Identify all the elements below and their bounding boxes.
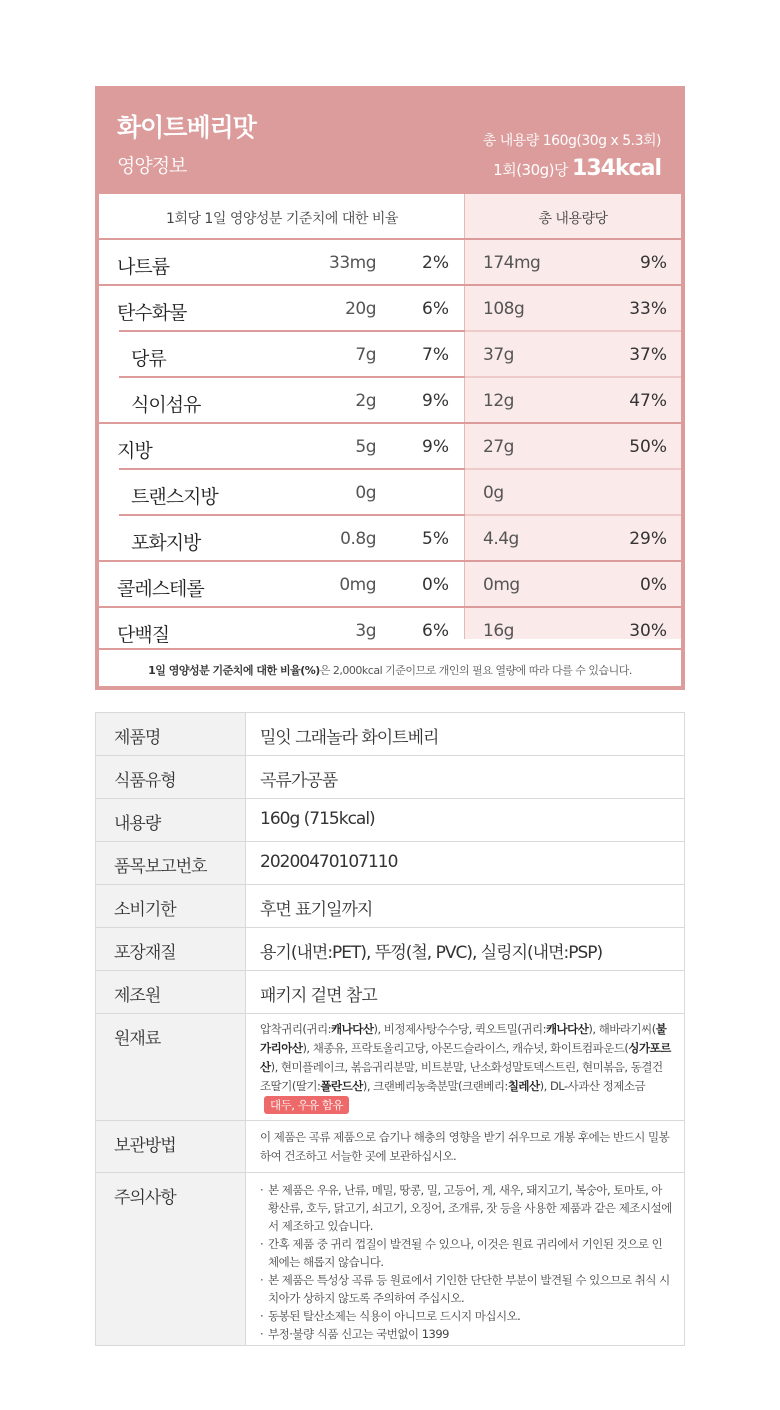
caution-item: · 부정·불량 식품 신고는 국번없이 1399 <box>260 1325 672 1343</box>
nutrition-table-header <box>99 194 681 240</box>
storage-value: 이 제품은 곡류 제품으로 습기나 해충의 영향을 받기 쉬우므로 개봉 후에는 반드시 밀봉하여 건조하고 서늘한 곳에 보관하십시오. <box>260 1130 670 1163</box>
volume-value: 160g (715kcal) <box>260 809 375 829</box>
nutrition-subtitle: 영양정보 <box>117 155 187 177</box>
nutrient-total-amount: 12g <box>483 391 514 411</box>
ingredient-text: ), 현미플레이크, 볶음귀리분말, 비트분말, 난소화성말토덱스트린, 현미볶음, 동결건조딸기(딸기: <box>260 1060 663 1093</box>
info-label-cell <box>96 1173 246 1345</box>
nutrition-table <box>99 194 681 686</box>
footnote-text: 은 2,000kcal 기준이므로 개인의 필요 열량에 따라 다를 수 있습니다. <box>319 664 632 677</box>
caution-item: · 본 제품은 우유, 난류, 메밀, 땅콩, 밀, 고등어, 게, 새우, 돼지고기, 복숭아, 토마토, 아황산류, 호두, 닭고기, 쇠고기, 오징어, 조개류, 잣 등을 사용한 제품과 같은 제조시설에서 제조하고 있습니다. <box>260 1181 672 1235</box>
packaging-value: 용기(내면:PET), 뚜껑(철, PVC), 실링지(내면:PSP) <box>260 943 603 963</box>
ingredient-origin: 칠레산 <box>507 1079 540 1093</box>
flavor-title: 화이트베리맛 <box>117 113 256 142</box>
nutrient-amount: 2g <box>355 391 376 411</box>
info-row-ingredients <box>96 1014 684 1121</box>
nutrient-name: 당류 <box>131 348 166 370</box>
nutrient-percent: 0% <box>422 575 449 595</box>
info-row-cautions <box>96 1173 684 1345</box>
nutrient-total-percent: 33% <box>629 299 667 319</box>
nutrient-percent: 6% <box>422 621 449 641</box>
info-row-expiry <box>96 885 684 928</box>
nutrient-amount: 0g <box>355 483 376 503</box>
nutrition-row-trans-fat <box>99 470 681 516</box>
info-label: 포장재질 <box>114 943 176 963</box>
footnote-bold: 1일 영양성분 기준치에 대한 비율(%) <box>148 664 320 677</box>
nutrient-total-amount: 108g <box>483 299 525 319</box>
ingredient-origin: 폴란드산 <box>320 1079 363 1093</box>
caution-item: · 간혹 제품 중 귀리 껍질이 발견될 수 있으나, 이것은 원료 귀리에서 기인된 것으로 인체에는 해롭지 않습니다. <box>260 1235 672 1271</box>
info-row-report-number <box>96 842 684 885</box>
nutrient-total-percent: 47% <box>629 391 667 411</box>
info-label: 보관방법 <box>114 1136 176 1156</box>
info-label: 식품유형 <box>114 771 176 791</box>
ingredient-text: 압착귀리(귀리: <box>260 1022 332 1036</box>
serving-calories <box>493 156 661 181</box>
nutrient-total-amount: 0g <box>483 483 504 503</box>
info-label-cell <box>96 799 246 841</box>
nutrient-total-percent: 29% <box>629 529 667 549</box>
nutrient-total-amount: 27g <box>483 437 514 457</box>
nutrient-percent: 2% <box>422 253 449 273</box>
info-label-cell <box>96 842 246 884</box>
nutrient-amount: 0.8g <box>340 529 376 549</box>
expiry-value: 후면 표기일까지 <box>260 900 373 920</box>
serving-label: 1회(30g)당 <box>493 161 569 179</box>
info-label-cell <box>96 1121 246 1172</box>
info-label: 제품명 <box>114 728 161 748</box>
ingredient-text: ), 채종유, 프락토올리고당, 아몬드슬라이스, 캐슈넛, 화이트컴파운드( <box>302 1041 629 1055</box>
food-type-value: 곡류가공품 <box>260 771 338 791</box>
ingredient-origin: 캐나다산 <box>331 1022 374 1036</box>
ingredient-origin: 불가리아산 <box>260 1022 667 1055</box>
nutrition-facts-panel <box>95 86 685 690</box>
info-label: 주의사항 <box>114 1188 176 1208</box>
nutrient-percent: 9% <box>422 437 449 457</box>
caution-item: · 본 제품은 특성상 곡류 등 원료에서 기인한 단단한 부분이 발견될 수 있으므로 취식 시 치아가 상하지 않도록 주의하여 주십시오. <box>260 1271 672 1307</box>
product-info-table <box>95 712 685 1346</box>
caution-item: · 동봉된 탈산소제는 식용이 아니므로 드시지 마십시오. <box>260 1307 672 1325</box>
nutrition-row-carbohydrate <box>99 286 681 332</box>
ingredients-value <box>260 1020 672 1115</box>
nutrition-row-saturated-fat <box>99 516 681 562</box>
info-row-packaging <box>96 928 684 971</box>
ingredient-origin: 캐나다산 <box>545 1022 589 1036</box>
info-label-cell <box>96 971 246 1013</box>
nutrient-percent: 7% <box>422 345 449 365</box>
nutrient-amount: 7g <box>355 345 376 365</box>
nutrient-total-percent: 50% <box>629 437 667 457</box>
nutrition-row-sugars <box>99 332 681 378</box>
info-row-storage <box>96 1121 684 1173</box>
nutrient-amount: 33mg <box>329 253 376 273</box>
caution-list <box>260 1181 672 1343</box>
nutrient-total-amount: 174mg <box>483 253 541 273</box>
info-label: 제조원 <box>114 986 161 1006</box>
nutrient-percent: 6% <box>422 299 449 319</box>
nutrition-row-cholesterol <box>99 562 681 608</box>
nutrition-header <box>95 86 685 194</box>
ingredient-text: ), 해바라기씨( <box>588 1022 656 1036</box>
cautions-value <box>260 1181 672 1343</box>
nutrient-amount: 3g <box>355 621 376 641</box>
nutrient-amount: 20g <box>345 299 376 319</box>
ingredient-text: ), 비정제사탕수수당, 퀵오트밀(귀리: <box>373 1022 546 1036</box>
info-label: 원재료 <box>114 1029 161 1049</box>
info-row-volume <box>96 799 684 842</box>
nutrient-total-percent: 37% <box>629 345 667 365</box>
nutrient-total-amount: 4.4g <box>483 529 519 549</box>
nutrient-total-amount: 37g <box>483 345 514 365</box>
nutrient-name: 단백질 <box>117 624 170 646</box>
per-total-header: 총 내용량당 <box>538 211 608 227</box>
nutrient-name: 식이섬유 <box>131 394 201 416</box>
nutrient-percent: 9% <box>422 391 449 411</box>
ingredient-text: ), 크랜베리농축분말(크랜베리: <box>362 1079 508 1093</box>
nutrition-footnote <box>99 648 681 686</box>
nutrition-row-dietary-fiber <box>99 378 681 424</box>
product-name-value: 밀잇 그래놀라 화이트베리 <box>260 728 439 748</box>
nutrient-total-amount: 0mg <box>483 575 520 595</box>
nutrient-name: 탄수화물 <box>117 302 187 324</box>
info-label-cell <box>96 885 246 927</box>
info-label-cell <box>96 713 246 755</box>
nutrient-name: 콜레스테롤 <box>117 578 204 600</box>
info-label: 품목보고번호 <box>114 857 207 877</box>
info-label: 내용량 <box>114 814 161 834</box>
nutrient-name: 나트륨 <box>117 256 170 278</box>
info-label-cell <box>96 756 246 798</box>
nutrient-total-percent: 0% <box>640 575 667 595</box>
nutrient-name: 트랜스지방 <box>131 486 218 508</box>
info-row-food-type <box>96 756 684 799</box>
info-label-cell <box>96 928 246 970</box>
allergen-badge: 대두, 우유 함유 <box>264 1096 349 1114</box>
report-number-value: 20200470107110 <box>260 852 398 872</box>
nutrient-name: 지방 <box>117 440 152 462</box>
info-row-product-name <box>96 713 684 756</box>
nutrient-amount: 5g <box>355 437 376 457</box>
total-content: 총 내용량 160g(30g x 5.3회) <box>482 133 661 149</box>
nutrient-total-amount: 16g <box>483 621 514 641</box>
nutrient-amount: 0mg <box>339 575 376 595</box>
nutrient-percent: 5% <box>422 529 449 549</box>
per-serving-header: 1회당 1일 영양성분 기준치에 대한 비율 <box>166 211 398 227</box>
kcal-value: 134kcal <box>572 156 661 181</box>
nutrition-row-fat <box>99 424 681 470</box>
ingredient-text: ), DL-사과산 정제소금 <box>539 1079 646 1093</box>
nutrient-total-percent: 30% <box>629 621 667 641</box>
info-label-cell <box>96 1014 246 1120</box>
info-label: 소비기한 <box>114 900 176 920</box>
info-row-manufacturer <box>96 971 684 1014</box>
nutrition-row-sodium <box>99 240 681 286</box>
ingredient-origin: 싱가포르산 <box>260 1041 671 1074</box>
manufacturer-value: 패키지 겉면 참고 <box>260 986 377 1006</box>
nutrient-name: 포화지방 <box>131 532 201 554</box>
nutrient-total-percent: 9% <box>640 253 667 273</box>
